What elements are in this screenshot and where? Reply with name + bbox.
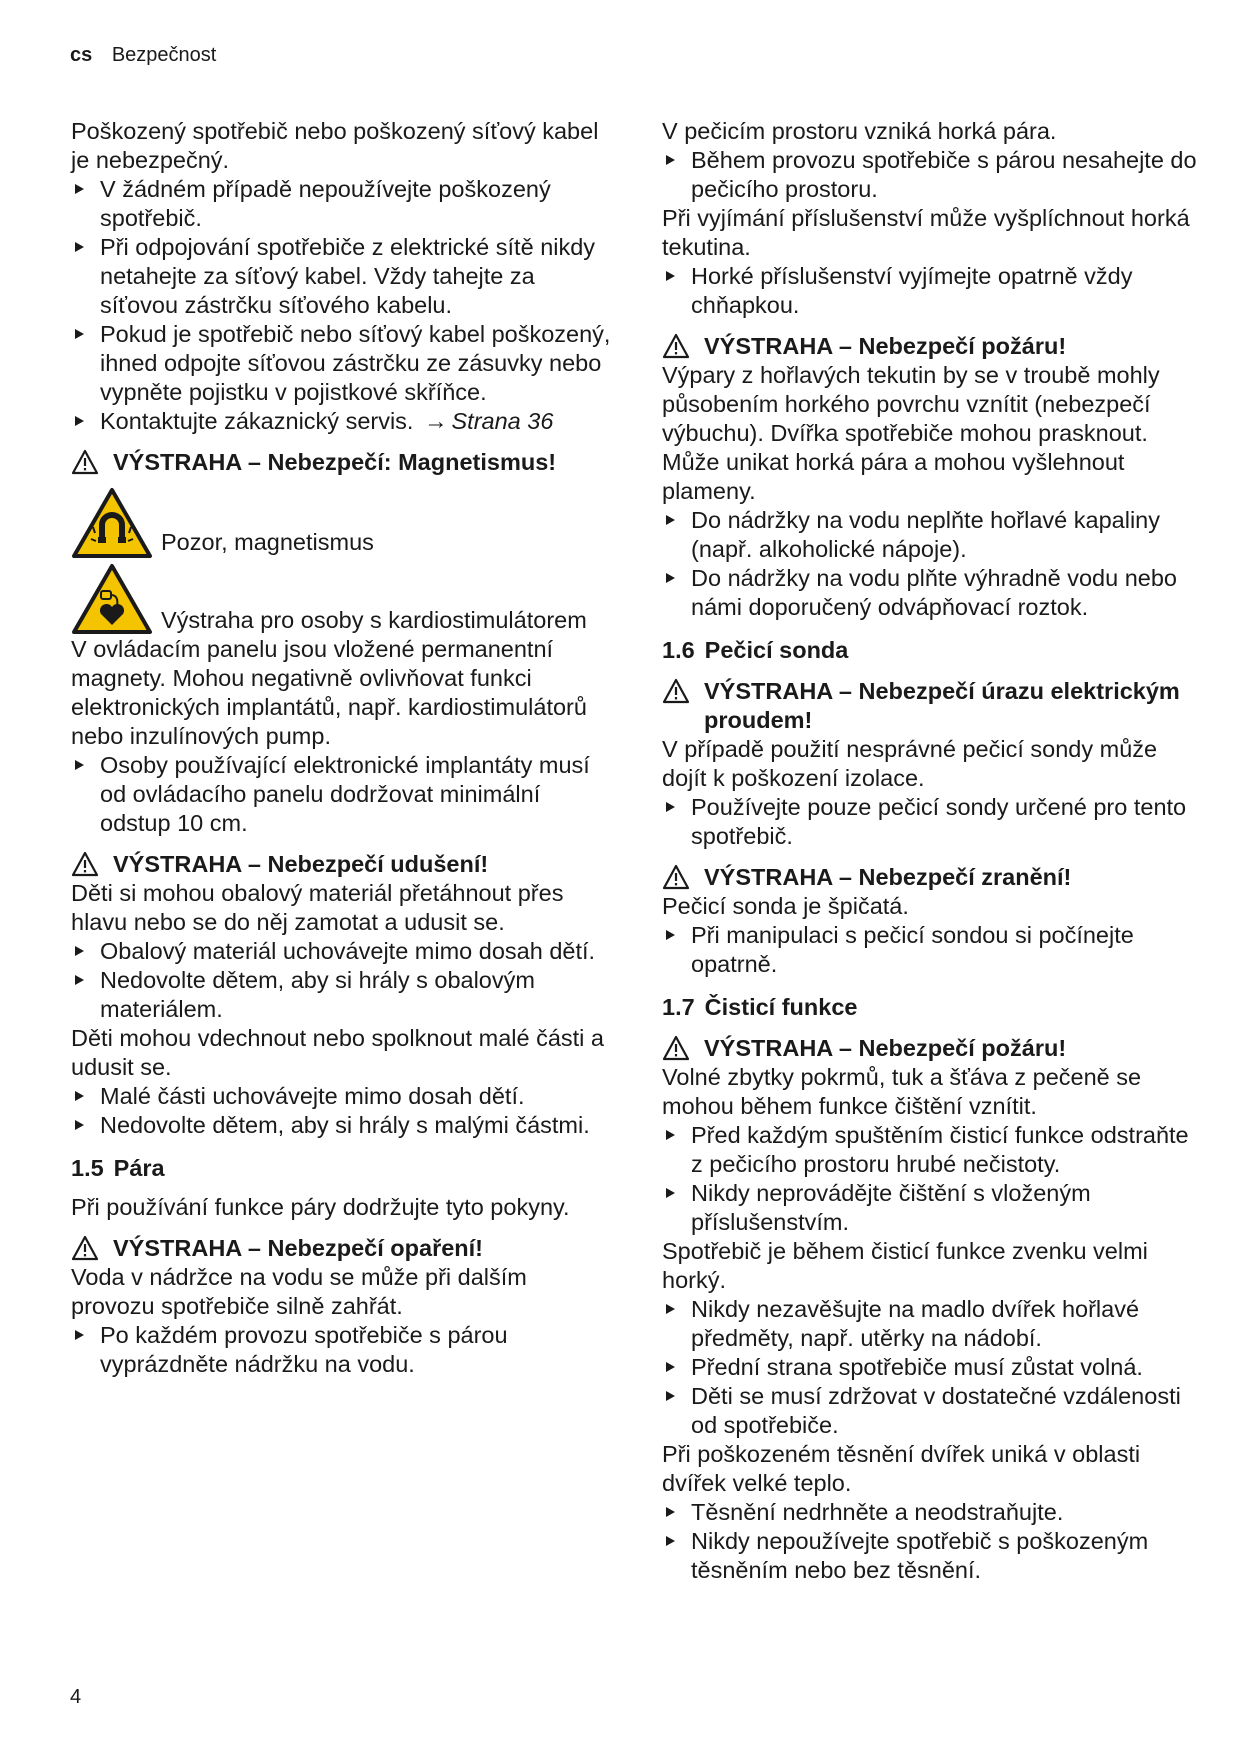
warning-heading bbox=[71, 1234, 611, 1263]
page-header bbox=[70, 44, 216, 67]
paragraph: Děti si mohou obalový materiál přetáhnout přes hlavu nebo se do něj zamotat a udusit se. bbox=[71, 880, 564, 935]
warning-text: VÝSTRAHA – Nebezpečí: Magnetismus! bbox=[113, 449, 557, 475]
pacemaker-row bbox=[71, 563, 611, 635]
magnetism-row bbox=[71, 487, 611, 559]
right-column bbox=[662, 117, 1202, 1585]
bullet-item: Do nádržky na vodu plňte výhradně vodu nebo námi doporučený odvápňovací roztok. bbox=[662, 564, 1202, 622]
pacemaker-warning-icon bbox=[71, 563, 153, 635]
paragraph: V pečicím prostoru vzniká horká pára. bbox=[662, 118, 1057, 144]
warning-text: VÝSTRAHA – Nebezpečí udušení! bbox=[113, 851, 489, 877]
bullet-item: Přední strana spotřebiče musí zůstat volná. bbox=[662, 1353, 1202, 1382]
section-number: 1.7 bbox=[662, 994, 695, 1020]
bullet-item: Při odpojování spotřebiče z elektrické sítě nikdy netahejte za síťový kabel. Vždy tahejte za síťovou zástrčku síťového kabelu. bbox=[71, 233, 611, 320]
bullet-item: Pokud je spotřebič nebo síťový kabel poškozený, ihned odpojte síťovou zástrčku ze zásuvky nebo vypněte pojistku v pojistkové skříňce. bbox=[71, 320, 611, 407]
bullet-item: Po každém provozu spotřebiče s párou vyprázdněte nádržku na vodu. bbox=[71, 1321, 611, 1379]
warning-text: VÝSTRAHA – Nebezpečí požáru! bbox=[704, 1035, 1067, 1061]
bullet-item: Těsnění nedrhněte a neodstraňujte. bbox=[662, 1498, 1202, 1527]
warning-triangle-icon bbox=[662, 333, 690, 359]
paragraph: Voda v nádržce na vodu se může při dalším provozu spotřebiče silně zahřát. bbox=[71, 1264, 527, 1319]
section-heading-text: Pečicí sonda bbox=[704, 637, 849, 663]
warning-triangle-icon bbox=[662, 678, 690, 704]
magnet-warning-icon bbox=[71, 487, 153, 559]
bullet-item: Nikdy nepoužívejte spotřebič s poškozeným těsněním nebo bez těsnění. bbox=[662, 1527, 1202, 1585]
warning-heading bbox=[662, 863, 1202, 892]
paragraph: Při poškozeném těsnění dvířek uniká v oblasti dvířek velké teplo. bbox=[662, 1441, 1141, 1496]
warning-heading bbox=[71, 448, 611, 477]
warning-triangle-icon bbox=[71, 851, 99, 877]
paragraph: V případě použití nesprávné pečicí sondy může dojít k poškození izolace. bbox=[662, 736, 1158, 791]
warning-triangle-icon bbox=[662, 1035, 690, 1061]
bullet-item: Obalový materiál uchovávejte mimo dosah dětí. bbox=[71, 937, 611, 966]
bullet-item: Do nádržky na vodu neplňte hořlavé kapaliny (např. alkoholické nápoje). bbox=[662, 506, 1202, 564]
paragraph: Volné zbytky pokrmů, tuk a šťáva z pečeně se mohou během funkce čištění vznítit. bbox=[662, 1064, 1142, 1119]
bullet-text: Kontaktujte zákaznický servis. bbox=[100, 408, 414, 434]
language-code: cs bbox=[70, 44, 93, 66]
section-heading-text: Čisticí funkce bbox=[704, 994, 858, 1020]
bullet-item: Děti se musí zdržovat v dostatečné vzdálenosti od spotřebiče. bbox=[662, 1382, 1202, 1440]
paragraph: Pečicí sonda je špičatá. bbox=[662, 893, 909, 919]
warning-triangle-icon bbox=[71, 449, 99, 475]
section-heading-probe bbox=[662, 636, 1202, 665]
warning-text: VÝSTRAHA – Nebezpečí požáru! bbox=[704, 333, 1067, 359]
paragraph: Poškozený spotřebič nebo poškozený síťový kabel je nebezpečný. bbox=[71, 118, 599, 173]
bullet-item: Nedovolte dětem, aby si hrály s malými částmi. bbox=[71, 1111, 611, 1140]
bullet-item: Horké příslušenství vyjímejte opatrně vždy chňapkou. bbox=[662, 262, 1202, 320]
warning-heading bbox=[662, 332, 1202, 361]
paragraph: Při vyjímání příslušenství může vyšplíchnout horká tekutina. bbox=[662, 205, 1190, 260]
warning-heading bbox=[71, 850, 611, 879]
section-heading-steam bbox=[71, 1154, 611, 1183]
section-number: 1.6 bbox=[662, 637, 695, 663]
bullet-item: Osoby používající elektronické implantáty musí od ovládacího panelu dodržovat minimální odstup 10 cm. bbox=[71, 751, 611, 838]
bullet-item: Nikdy neprovádějte čištění s vloženým příslušenstvím. bbox=[662, 1179, 1202, 1237]
bullet-item: Používejte pouze pečicí sondy určené pro tento spotřebič. bbox=[662, 793, 1202, 851]
magnetism-label: Pozor, magnetismus bbox=[161, 529, 374, 555]
bullet-item: Nedovolte dětem, aby si hrály s obalovým materiálem. bbox=[71, 966, 611, 1024]
section-title: Bezpečnost bbox=[111, 44, 217, 66]
bullet-item: Během provozu spotřebiče s párou nesahejte do pečicího prostoru. bbox=[662, 146, 1202, 204]
arrow-icon: → bbox=[424, 408, 448, 434]
warning-triangle-icon bbox=[662, 864, 690, 890]
left-column bbox=[71, 117, 611, 1379]
page-number: 4 bbox=[70, 1686, 82, 1708]
bullet-item: V žádném případě nepoužívejte poškozený spotřebič. bbox=[71, 175, 611, 233]
warning-heading bbox=[662, 677, 1202, 735]
bullet-item: Před každým spuštěním čisticí funkce odstraňte z pečicího prostoru hrubé nečistoty. bbox=[662, 1121, 1202, 1179]
section-heading-cleaning bbox=[662, 993, 1202, 1022]
section-number: 1.5 bbox=[71, 1155, 104, 1181]
page-reference-link[interactable]: Strana 36 bbox=[451, 408, 554, 434]
paragraph: Při používání funkce páry dodržujte tyto pokyny. bbox=[71, 1194, 570, 1220]
pacemaker-label: Výstraha pro osoby s kardiostimulátorem bbox=[161, 607, 587, 633]
paragraph: Děti mohou vdechnout nebo spolknout malé části a udusit se. bbox=[71, 1025, 604, 1080]
paragraph: Výpary z hořlavých tekutin by se v troubě mohly působením horkého povrchu vznítit (nebezpečí výbuchu). Dvířka spotřebiče mohou prasknout. Může unikat horká pára a mohou vyšlehnout plameny. bbox=[662, 362, 1160, 504]
section-heading-text: Pára bbox=[113, 1155, 165, 1181]
paragraph: V ovládacím panelu jsou vložené permanentní magnety. Mohou negativně ovlivňovat funkci elektronických implantátů, např. kardiostimulátorů nebo inzulínových pump. bbox=[71, 636, 587, 749]
bullet-item: Při manipulaci s pečicí sondou si počínejte opatrně. bbox=[662, 921, 1202, 979]
warning-text: VÝSTRAHA – Nebezpečí opaření! bbox=[113, 1235, 483, 1261]
bullet-item: Nikdy nezavěšujte na madlo dvířek hořlavé předměty, např. utěrky na nádobí. bbox=[662, 1295, 1202, 1353]
bullet-item-service bbox=[71, 407, 611, 436]
warning-triangle-icon bbox=[71, 1235, 99, 1261]
warning-text: VÝSTRAHA – Nebezpečí zranění! bbox=[704, 864, 1072, 890]
bullet-item: Malé části uchovávejte mimo dosah dětí. bbox=[71, 1082, 611, 1111]
warning-text: VÝSTRAHA – Nebezpečí úrazu elektrickým proudem! bbox=[704, 678, 1180, 733]
paragraph: Spotřebič je během čisticí funkce zvenku velmi horký. bbox=[662, 1238, 1148, 1293]
warning-heading bbox=[662, 1034, 1202, 1063]
